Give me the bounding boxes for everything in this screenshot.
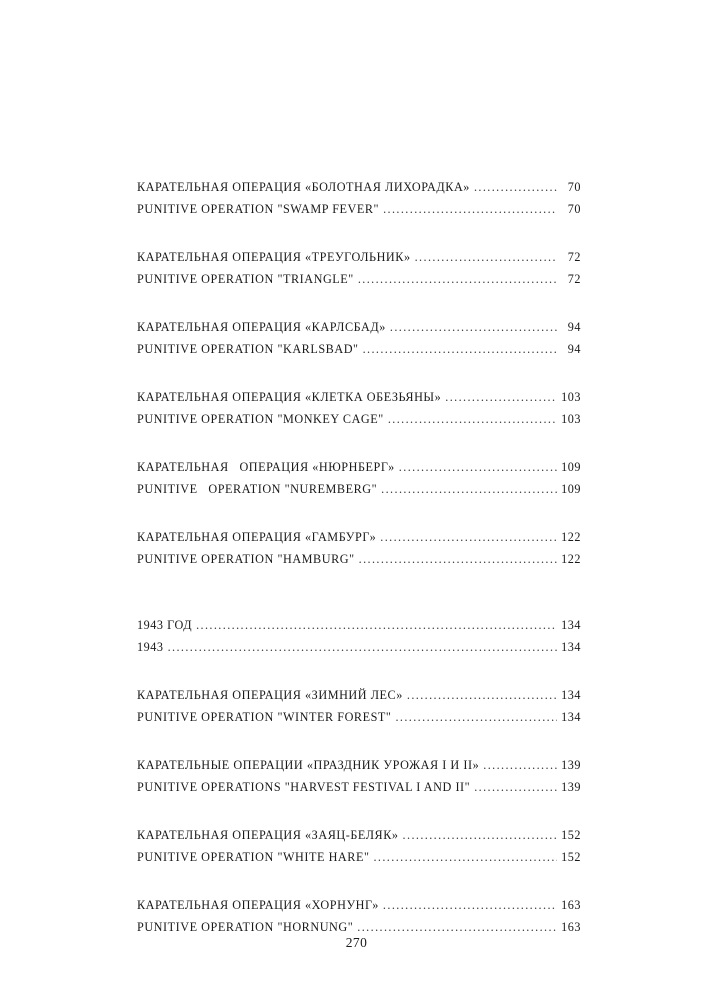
toc-entry — [137, 552, 581, 574]
toc-entry — [137, 320, 581, 342]
toc-entry-title: 1943 ГОД — [137, 618, 193, 632]
toc-entry-page: 109 — [561, 482, 581, 496]
toc-entry — [137, 758, 581, 780]
toc-entry-page: 109 — [561, 460, 581, 474]
toc-entry — [137, 342, 581, 364]
toc-entry — [137, 828, 581, 850]
toc-entry-title: PUNITIVE OPERATION "SWAMP FEVER" — [137, 202, 380, 216]
dot-leader — [363, 342, 557, 357]
toc-entry-title: PUNITIVE OPERATION "TRIANGLE" — [137, 272, 354, 286]
dot-leader — [357, 920, 557, 935]
toc-entry-page: 122 — [561, 530, 581, 544]
toc-entry-title: PUNITIVE OPERATION "HORNUNG" — [137, 920, 354, 934]
toc-entry — [137, 482, 581, 504]
dot-leader — [388, 412, 557, 427]
toc-entry-title: КАРАТЕЛЬНЫЕ ОПЕРАЦИИ «ПРАЗДНИК УРОЖАЯ I И II» — [137, 758, 480, 772]
dot-leader — [380, 530, 557, 545]
toc-entry-page: 103 — [561, 412, 581, 426]
dot-leader — [395, 710, 557, 725]
toc-entry-title: PUNITIVE OPERATION "MONKEY CAGE" — [137, 412, 384, 426]
toc-entry-page: 103 — [561, 390, 581, 404]
page-number: 270 — [345, 935, 368, 950]
toc-entry-page: 94 — [567, 342, 581, 356]
toc-entry — [137, 618, 581, 640]
toc-entry-page: 139 — [561, 758, 581, 772]
toc-entry — [137, 460, 581, 482]
toc-entry-page: 134 — [561, 618, 581, 632]
dot-leader — [474, 780, 557, 795]
toc-entry-page: 152 — [561, 828, 581, 842]
dot-leader — [445, 390, 557, 405]
toc-group — [137, 758, 581, 802]
toc-entry — [137, 180, 581, 202]
toc-entry-page: 70 — [567, 180, 581, 194]
toc-entry-title: PUNITIVE OPERATION "NUREMBERG" — [137, 482, 378, 496]
toc-entry-title: КАРАТЕЛЬНАЯ ОПЕРАЦИЯ «БОЛОТНАЯ ЛИХОРАДКА» — [137, 180, 470, 194]
dot-leader — [359, 552, 557, 567]
dot-leader — [390, 320, 557, 335]
toc-group — [137, 828, 581, 872]
toc-entry — [137, 710, 581, 732]
dot-leader — [407, 688, 557, 703]
toc-entry-page: 94 — [567, 320, 581, 334]
toc-entry-page: 134 — [561, 640, 581, 654]
toc-entry-title: КАРАТЕЛЬНАЯ ОПЕРАЦИЯ «ЗАЯЦ-БЕЛЯК» — [137, 828, 399, 842]
toc-entry-title: PUNITIVE OPERATION "HAMBURG" — [137, 552, 355, 566]
toc-group — [137, 250, 581, 294]
dot-leader — [358, 272, 557, 287]
toc-entry-page: 70 — [567, 202, 581, 216]
toc-entry — [137, 412, 581, 434]
dot-leader — [483, 758, 557, 773]
toc-group — [137, 618, 581, 662]
dot-leader — [381, 482, 557, 497]
toc-entry-title: КАРАТЕЛЬНАЯ ОПЕРАЦИЯ «НЮРНБЕРГ» — [137, 460, 395, 474]
dot-leader — [373, 850, 557, 865]
toc-entry — [137, 530, 581, 552]
toc-entry-title: PUNITIVE OPERATION "WINTER FOREST" — [137, 710, 392, 724]
table-of-contents — [137, 180, 581, 968]
toc-entry-title: КАРАТЕЛЬНАЯ ОПЕРАЦИЯ «ГАМБУРГ» — [137, 530, 377, 544]
dot-leader — [474, 180, 557, 195]
toc-entry-title: КАРАТЕЛЬНАЯ ОПЕРАЦИЯ «ЗИМНИЙ ЛЕС» — [137, 688, 403, 702]
toc-entry-page: 139 — [561, 780, 581, 794]
toc-entry — [137, 780, 581, 802]
toc-group — [137, 688, 581, 732]
toc-entry — [137, 202, 581, 224]
toc-entry — [137, 898, 581, 920]
toc-group — [137, 530, 581, 574]
toc-entry — [137, 640, 581, 662]
toc-entry-page: 152 — [561, 850, 581, 864]
toc-entry-page: 163 — [561, 898, 581, 912]
toc-entry-title: КАРАТЕЛЬНАЯ ОПЕРАЦИЯ «КЛЕТКА ОБЕЗЬЯНЫ» — [137, 390, 442, 404]
toc-entry-page: 134 — [561, 688, 581, 702]
toc-entry-title: PUNITIVE OPERATION "WHITE HARE" — [137, 850, 370, 864]
toc-group — [137, 180, 581, 224]
dot-leader — [383, 898, 557, 913]
toc-entry — [137, 390, 581, 412]
toc-entry — [137, 250, 581, 272]
toc-entry-title: PUNITIVE OPERATION "KARLSBAD" — [137, 342, 359, 356]
toc-entry-page: 134 — [561, 710, 581, 724]
toc-entry — [137, 850, 581, 872]
toc-entry-page: 122 — [561, 552, 581, 566]
toc-entry-page: 163 — [561, 920, 581, 934]
toc-entry-title: КАРАТЕЛЬНАЯ ОПЕРАЦИЯ «ХОРНУНГ» — [137, 898, 379, 912]
toc-entry-page: 72 — [567, 250, 581, 264]
dot-leader — [403, 828, 557, 843]
dot-leader — [168, 640, 557, 655]
toc-entry-title: КАРАТЕЛЬНАЯ ОПЕРАЦИЯ «ТРЕУГОЛЬНИК» — [137, 250, 411, 264]
toc-entry — [137, 688, 581, 710]
dot-leader — [196, 618, 557, 633]
toc-group — [137, 390, 581, 434]
toc-group — [137, 460, 581, 504]
toc-entry-title: КАРАТЕЛЬНАЯ ОПЕРАЦИЯ «КАРЛСБАД» — [137, 320, 386, 334]
toc-entry-page: 72 — [567, 272, 581, 286]
toc-entry-title: PUNITIVE OPERATIONS "HARVEST FESTIVAL I AND II" — [137, 780, 471, 794]
toc-entry-title: 1943 — [137, 640, 164, 654]
toc-group — [137, 320, 581, 364]
dot-leader — [399, 460, 557, 475]
toc-entry — [137, 272, 581, 294]
dot-leader — [383, 202, 557, 217]
dot-leader — [415, 250, 557, 265]
